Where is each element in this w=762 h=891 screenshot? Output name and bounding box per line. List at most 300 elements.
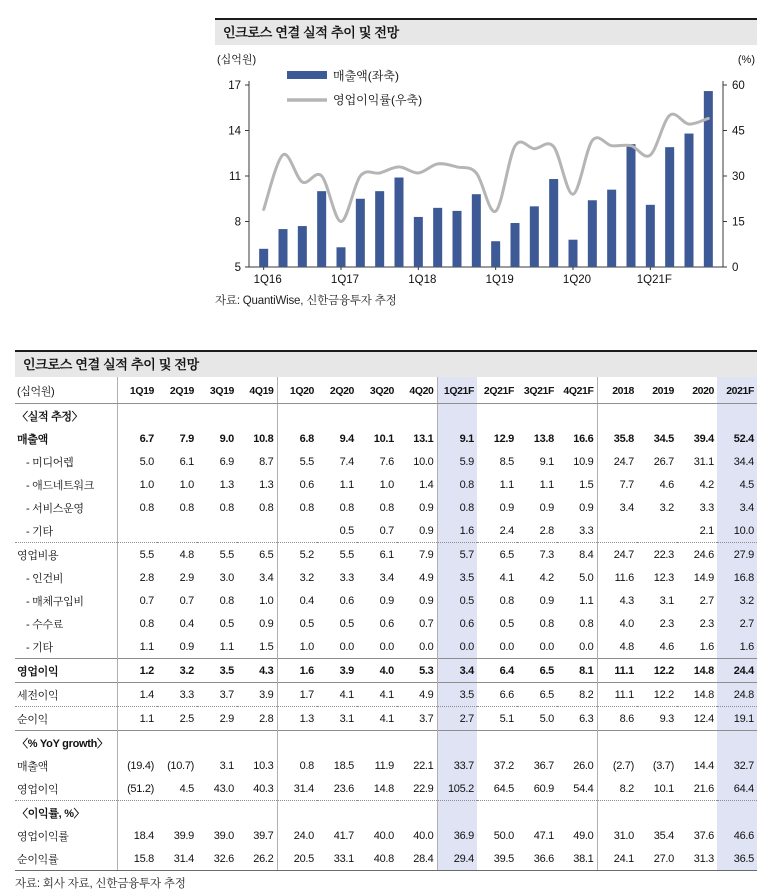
cell: 12.2 [637,659,677,683]
x-tick-label: 1Q20 [562,274,592,286]
revenue-bar [491,241,500,267]
cell: 5.1 [477,707,517,731]
cell: 32.7 [717,754,757,777]
table-row [15,404,757,428]
cell: 39.5 [477,847,517,871]
cell: 11.9 [374,760,394,772]
cell: 0.5 [277,612,317,635]
table-row [15,659,757,683]
cell: 7.7 [597,473,637,496]
row-label: - 애드네트워크 [26,480,95,492]
left-axis-unit: (십억원) [217,54,257,66]
cell: 36.6 [517,847,557,871]
cell: 2.8 [117,566,157,589]
cell: (10.7) [167,760,194,772]
cell: 0.6 [277,473,317,496]
cell [517,404,557,428]
cell [637,519,677,543]
cell [157,519,197,543]
cell: 3.7 [397,707,437,731]
cell: 0.8 [219,595,234,607]
cell [157,801,197,825]
left-tick-label: 5 [234,262,241,274]
cell: 2.1 [699,525,714,537]
cell: 1.4 [419,479,434,491]
cell: 24.0 [277,824,317,847]
cell: 0.6 [437,612,477,635]
cell: 26.7 [653,456,674,468]
cell: 0.0 [419,641,434,653]
cell: 2.7 [717,612,757,635]
cell [477,404,517,428]
cell: 6.8 [277,427,317,450]
cell: 22.9 [413,783,434,795]
cell: 1.3 [277,707,317,731]
table-source-note: 자료: 회사 자료, 신한금융투자 추정 [15,878,186,890]
cell: 14.8 [373,783,394,795]
cell: 3.7 [197,683,237,707]
cell: 4.9 [397,683,437,707]
cell: 3.4 [259,572,274,584]
table-row [15,683,757,707]
cell: 2.9 [179,572,194,584]
cell: 0.8 [117,612,157,635]
cell: 31.4 [157,847,197,871]
cell: 49.0 [573,830,594,842]
cell: 24.8 [717,683,757,707]
cell [197,731,237,755]
cell: 22.3 [637,543,677,567]
cell: 1.6 [717,635,757,659]
cell: 4.8 [157,543,197,567]
revenue-bar [356,199,365,267]
cell: 40.3 [253,783,274,795]
cell: 33.1 [317,847,357,871]
cell: 4.0 [597,612,637,635]
cell: 64.4 [717,777,757,801]
cell: 11.1 [597,659,637,683]
cell: 3.1 [317,707,357,731]
row-label: - 수수료 [26,619,64,631]
row-label: 영업비용 [15,543,117,567]
cell: 14.8 [677,659,717,683]
cell [557,404,597,428]
cell: 0.4 [179,618,194,630]
cell: 0.0 [339,641,354,653]
cell: 5.0 [579,572,594,584]
table-row [15,801,757,825]
cell: 0.8 [579,618,594,630]
cell: 0.9 [539,595,554,607]
revenue-bar [549,179,558,267]
cell [637,731,677,755]
cell: 1.1 [219,641,234,653]
cell [677,731,717,755]
cell: 5.5 [117,543,157,567]
cell: 4.0 [357,659,397,683]
cell: 1.1 [117,707,157,731]
cell: 4.2 [699,479,714,491]
cell [517,801,557,825]
cell [157,731,197,755]
cell [237,519,277,543]
cell: 0.8 [219,502,234,514]
cell: 9.1 [539,456,554,468]
cell: 27.9 [717,543,757,567]
cell [637,404,677,428]
cell [317,731,357,755]
cell: 10.0 [413,456,434,468]
cell: 3.2 [277,566,317,589]
revenue-bar [511,223,520,267]
cell: 0.8 [437,496,477,519]
cell: 41.7 [333,830,354,842]
row-label: 영업이익 [15,659,117,683]
table-title: 인크로스 연결 실적 추이 및 전망 [15,350,757,377]
cell: 3.1 [659,595,674,607]
cell [397,801,437,825]
cell: 105.2 [437,777,477,801]
cell: 0.9 [499,502,514,514]
cell: 4.1 [317,683,357,707]
col-header: 2020 [677,377,717,404]
cell: 0.5 [339,525,354,537]
cell: 0.8 [117,496,157,519]
cell: 10.1 [653,783,674,795]
cell: 4.6 [659,479,674,491]
cell [317,801,357,825]
cell [677,404,717,428]
cell: 7.9 [179,433,194,445]
table-row [15,754,757,777]
cell: 0.8 [277,496,317,519]
cell: 10.3 [253,760,274,772]
revenue-bar [472,194,481,267]
revenue-bar [627,144,636,267]
cell: 52.4 [717,427,757,450]
cell: 0.7 [419,618,434,630]
row-label: 〈실적 추정〉 [17,411,83,423]
cell: 13.1 [413,433,434,445]
cell: 3.3 [157,683,197,707]
col-header: 3Q19 [197,377,237,404]
cell [357,731,397,755]
unit-header: (십억원) [15,377,117,404]
revenue-bar [259,249,268,267]
col-header: 2021F [717,377,757,404]
cell: 6.3 [557,707,597,731]
cell: 31.0 [597,824,637,847]
cell: 24.7 [597,450,637,473]
cell: 31.1 [693,456,714,468]
row-label: 세전이익 [15,683,117,707]
cell: 1.0 [277,635,317,659]
cell [197,519,237,543]
cell: 11.6 [597,566,637,589]
cell: 6.5 [517,683,557,707]
row-label: 매출액 [17,761,48,773]
cell: 1.1 [579,595,594,607]
legend-label-margin: 영업이익률(우축) [333,93,423,107]
cell: 1.2 [117,659,157,683]
cell: 6.5 [517,659,557,683]
right-tick-label: 45 [732,125,745,138]
table-row [15,707,757,731]
cell [437,404,477,428]
cell: 36.5 [717,847,757,871]
table-row [15,450,757,473]
revenue-bar [298,226,307,267]
cell: 0.9 [539,502,554,514]
cell: 3.2 [717,589,757,612]
cell [357,801,397,825]
cell: 0.4 [277,589,317,612]
right-tick-label: 60 [732,80,745,92]
cell: 7.6 [379,456,394,468]
cell: 1.6 [699,641,714,653]
cell: 0.6 [379,618,394,630]
cell [237,801,277,825]
cell: 9.4 [339,433,354,445]
cell: 36.7 [533,760,554,772]
cell [237,731,277,755]
cell: 0.0 [379,641,394,653]
cell [477,801,517,825]
cell: 5.7 [437,543,477,567]
cell: 23.6 [333,783,354,795]
revenue-bar [317,191,326,267]
cell: 9.1 [437,427,477,450]
cell: 15.8 [117,847,157,871]
cell: 16.6 [573,433,594,445]
row-label: 매출액 [17,434,48,446]
cell: 0.7 [117,589,157,612]
cell: 4.9 [419,572,434,584]
cell: 0.5 [219,618,234,630]
cell: 3.4 [597,496,637,519]
cell: 8.4 [557,543,597,567]
cell [477,731,517,755]
cell: 0.8 [499,595,514,607]
cell [717,731,757,755]
cell: 2.4 [499,525,514,537]
cell: 1.0 [379,479,394,491]
cell [277,404,317,428]
table-row [15,731,757,755]
cell [117,519,157,543]
cell [197,801,237,825]
cell: 1.5 [579,479,594,491]
cell: 3.5 [437,683,477,707]
row-label: 영업이익 [17,784,59,796]
cell: 26.2 [237,847,277,871]
cell [277,731,317,755]
cell: 8.2 [597,777,637,801]
col-header: 4Q19 [237,377,277,404]
cell: 2.3 [659,618,674,630]
cell: 6.1 [179,456,194,468]
cell: 0.5 [339,618,354,630]
col-header: 1Q19 [117,377,157,404]
table-row [15,543,757,567]
cell: 3.3 [699,502,714,514]
cell: 5.5 [317,543,357,567]
cell: 4.3 [237,659,277,683]
revenue-bar [665,147,674,267]
cell: 3.3 [579,525,594,537]
cell: 1.3 [219,479,234,491]
x-tick-label: 1Q17 [330,274,360,286]
cell: 1.6 [277,659,317,683]
cell: 5.3 [397,659,437,683]
cell: 3.5 [197,659,237,683]
cell: 2.7 [437,707,477,731]
cell: 1.1 [339,479,354,491]
cell: 3.3 [339,572,354,584]
cell: 20.5 [277,847,317,871]
cell: 47.1 [533,830,554,842]
cell: 0.9 [419,595,434,607]
cell: 4.1 [499,572,514,584]
col-header: 2Q21F [477,377,517,404]
cell [637,801,677,825]
cell: 0.6 [339,595,354,607]
revenue-bar [530,206,539,267]
cell: 3.1 [219,760,234,772]
cell [197,404,237,428]
cell: 9.3 [637,707,677,731]
cell: 50.0 [493,830,514,842]
cell: 12.3 [653,572,674,584]
operating-margin-line [264,114,709,221]
cell [117,404,157,428]
cell [237,404,277,428]
cell: 40.0 [413,830,434,842]
cell: 24.1 [597,847,637,871]
col-header: 2Q20 [317,377,357,404]
cell: 10.8 [253,433,274,445]
cell: 28.4 [397,847,437,871]
left-tick-label: 11 [229,171,241,183]
table-row [15,427,757,450]
cell: 8.1 [557,659,597,683]
table-row [15,473,757,496]
revenue-bar [569,240,578,267]
cell [557,801,597,825]
cell: 2.3 [699,618,714,630]
cell: 3.4 [437,659,477,683]
revenue-bar [646,205,655,267]
cell: 0.0 [539,641,554,653]
cell: 6.5 [237,543,277,567]
revenue-bar [414,217,423,267]
col-header: 3Q20 [357,377,397,404]
revenue-bar [588,200,597,267]
cell [717,801,757,825]
col-header: 1Q20 [277,377,317,404]
col-header: 2018 [597,377,637,404]
cell: 0.5 [437,589,477,612]
cell: 3.2 [659,502,674,514]
cell: 3.4 [717,496,757,519]
row-label: - 인건비 [26,573,64,585]
cell: 2.9 [197,707,237,731]
cell: 13.8 [533,433,554,445]
cell: 1.4 [117,683,157,707]
cell: 24.4 [717,659,757,683]
cell: 27.0 [637,847,677,871]
cell [397,731,437,755]
row-label: - 미디어렙 [26,457,74,469]
cell: 1.0 [117,473,157,496]
cell: 1.1 [117,635,157,659]
cell: 19.1 [717,707,757,731]
revenue-bar [375,191,384,267]
row-label: 〈% YoY growth〉 [15,731,117,755]
cell [517,731,557,755]
cell: 38.1 [557,847,597,871]
chart-panel [215,18,757,308]
x-tick-label: 1Q19 [485,274,514,286]
cell: 3.9 [317,659,357,683]
cell: 54.4 [573,783,594,795]
cell: 16.8 [717,566,757,589]
col-header: 2019 [637,377,677,404]
cell [117,731,157,755]
cell: 35.4 [653,830,674,842]
cell: 1.7 [277,683,317,707]
financials-table [15,377,757,871]
x-tick-label: 1Q16 [253,274,282,286]
cell: 60.9 [533,783,554,795]
cell [317,404,357,428]
cell [277,801,317,825]
cell: 1.0 [259,595,274,607]
cell: 18.4 [117,824,157,847]
cell: 2.7 [699,595,714,607]
table-row [15,496,757,519]
cell: 4.1 [357,707,397,731]
cell: 5.0 [517,707,557,731]
x-tick-label: 1Q18 [408,274,437,286]
cell: 0.8 [277,754,317,777]
cell [597,519,637,543]
cell: 0.0 [499,641,514,653]
cell: 14.4 [693,760,714,772]
cell: 7.4 [339,456,354,468]
cell: 37.6 [693,830,714,842]
cell: 31.4 [277,777,317,801]
cell: 2.8 [539,525,554,537]
cell: 24.6 [677,543,717,567]
revenue-bar [279,229,288,267]
cell: 4.2 [539,572,554,584]
cell: 1.3 [259,479,274,491]
col-header: 4Q21F [557,377,597,404]
cell: 34.4 [717,450,757,473]
right-tick-label: 15 [732,216,745,229]
cell [437,801,477,825]
cell [597,731,637,755]
left-tick-label: 8 [234,216,241,229]
cell: 4.1 [357,683,397,707]
cell: 6.9 [219,456,234,468]
col-header: 1Q21F [437,377,477,404]
right-axis-unit: (%) [737,54,755,66]
cell: 0.8 [539,618,554,630]
row-label: 〈이익률, %〉 [15,801,117,825]
cell [357,404,397,428]
